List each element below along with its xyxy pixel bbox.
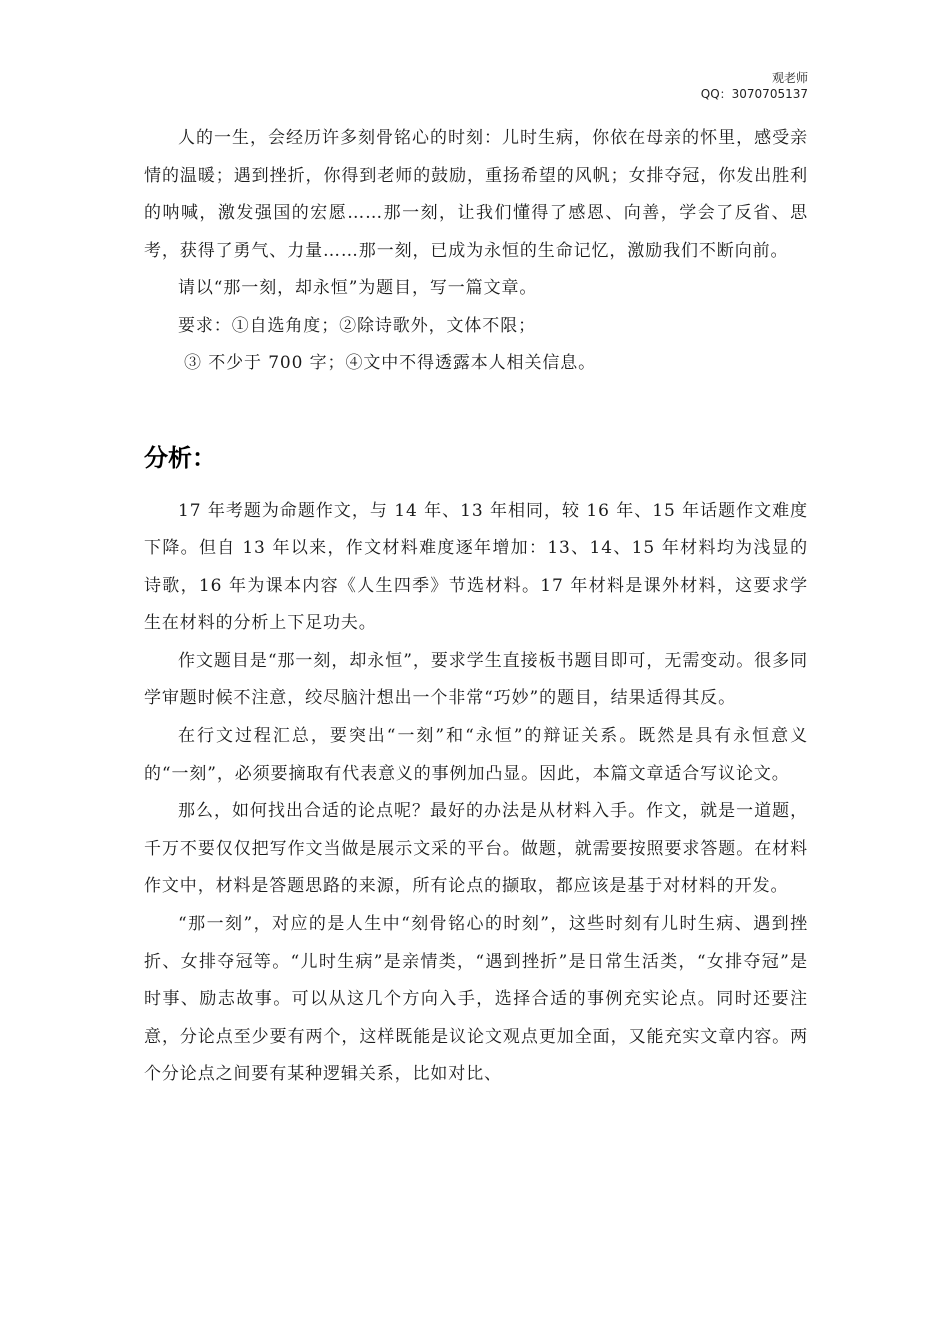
prompt-requirements-1: 要求：①自选角度；②除诗歌外，文体不限； bbox=[178, 315, 536, 336]
analysis-paragraph: “那一刻”，对应的是人生中“刻骨铭心的时刻”，这些时刻有儿时生病、遇到挫折、女排夺冠等。“儿时生病”是亲情类，“遇到挫折”是日常生活类，“女排夺冠”是时事、励志故事。可以从这几个方向入手，选择合适的事例充实论点。同时还要注意，分论点至少要有两个，这样既能是议论文观点更加全面，又能充实文章内容。两个分论点之间要有某种逻辑关系，比如对比、 bbox=[144, 914, 808, 1085]
document-body bbox=[144, 120, 808, 1094]
analysis-paragraph: 作文题目是“那一刻，却永恒”，要求学生直接板书题目即可，无需变动。很多同学审题时候不注意，绞尽脑汁想出一个非常“巧妙”的题目，结果适得其反。 bbox=[144, 650, 808, 709]
analysis-heading: 分析： bbox=[144, 443, 216, 472]
analysis-paragraph: 17 年考题为命题作文，与 14 年、13 年相同，较 16 年、15 年话题作文难度下降。但自 13 年以来，作文材料难度逐年增加：13、14、15 年材料均为浅显的诗歌，16 年为课本内容《人生四季》节选材料。17 年材料是课外材料，这要求学生在材料的分析上下足功夫。 bbox=[144, 500, 808, 634]
analysis-paragraph: 那么，如何找出合适的论点呢？最好的办法是从材料入手。作文，就是一道题，千万不要仅仅把写作文当做是展示文采的平台。做题，就需要按照要求答题。在材料作文中，材料是答题思路的来源，所有论点的撷取，都应该是基于对材料的开发。 bbox=[144, 801, 808, 897]
header-contact: QQ：3070705137 bbox=[700, 87, 808, 101]
page-header bbox=[701, 70, 808, 102]
prompt-paragraph: 人的一生，会经历许多刻骨铭心的时刻：儿时生病，你依在母亲的怀里，感受亲情的温暖；遇到挫折，你得到老师的鼓励，重扬希望的风帆；女排夺冠，你发出胜利的呐喊，激发强国的宏愿……那一刻，让我们懂得了感恩、向善，学会了反省、思考，获得了勇气、力量……那一刻，已成为永恒的生命记忆，激励我们不断向前。 bbox=[144, 128, 808, 261]
prompt-requirements-2: ③ 不少于 700 字；④文中不得透露本人相关信息。 bbox=[184, 353, 597, 373]
analysis-section bbox=[144, 493, 808, 1095]
analysis-paragraph: 在行文过程汇总，要突出“一刻”和“永恒”的辩证关系。既然是具有永恒意义的“一刻”，必须要摘取有代表意义的事例加凸显。因此，本篇文章适合写议论文。 bbox=[144, 726, 808, 784]
header-author: 观老师 bbox=[771, 71, 808, 85]
prompt-instruction: 请以“那一刻，却永恒”为题目，写一篇文章。 bbox=[178, 278, 538, 298]
